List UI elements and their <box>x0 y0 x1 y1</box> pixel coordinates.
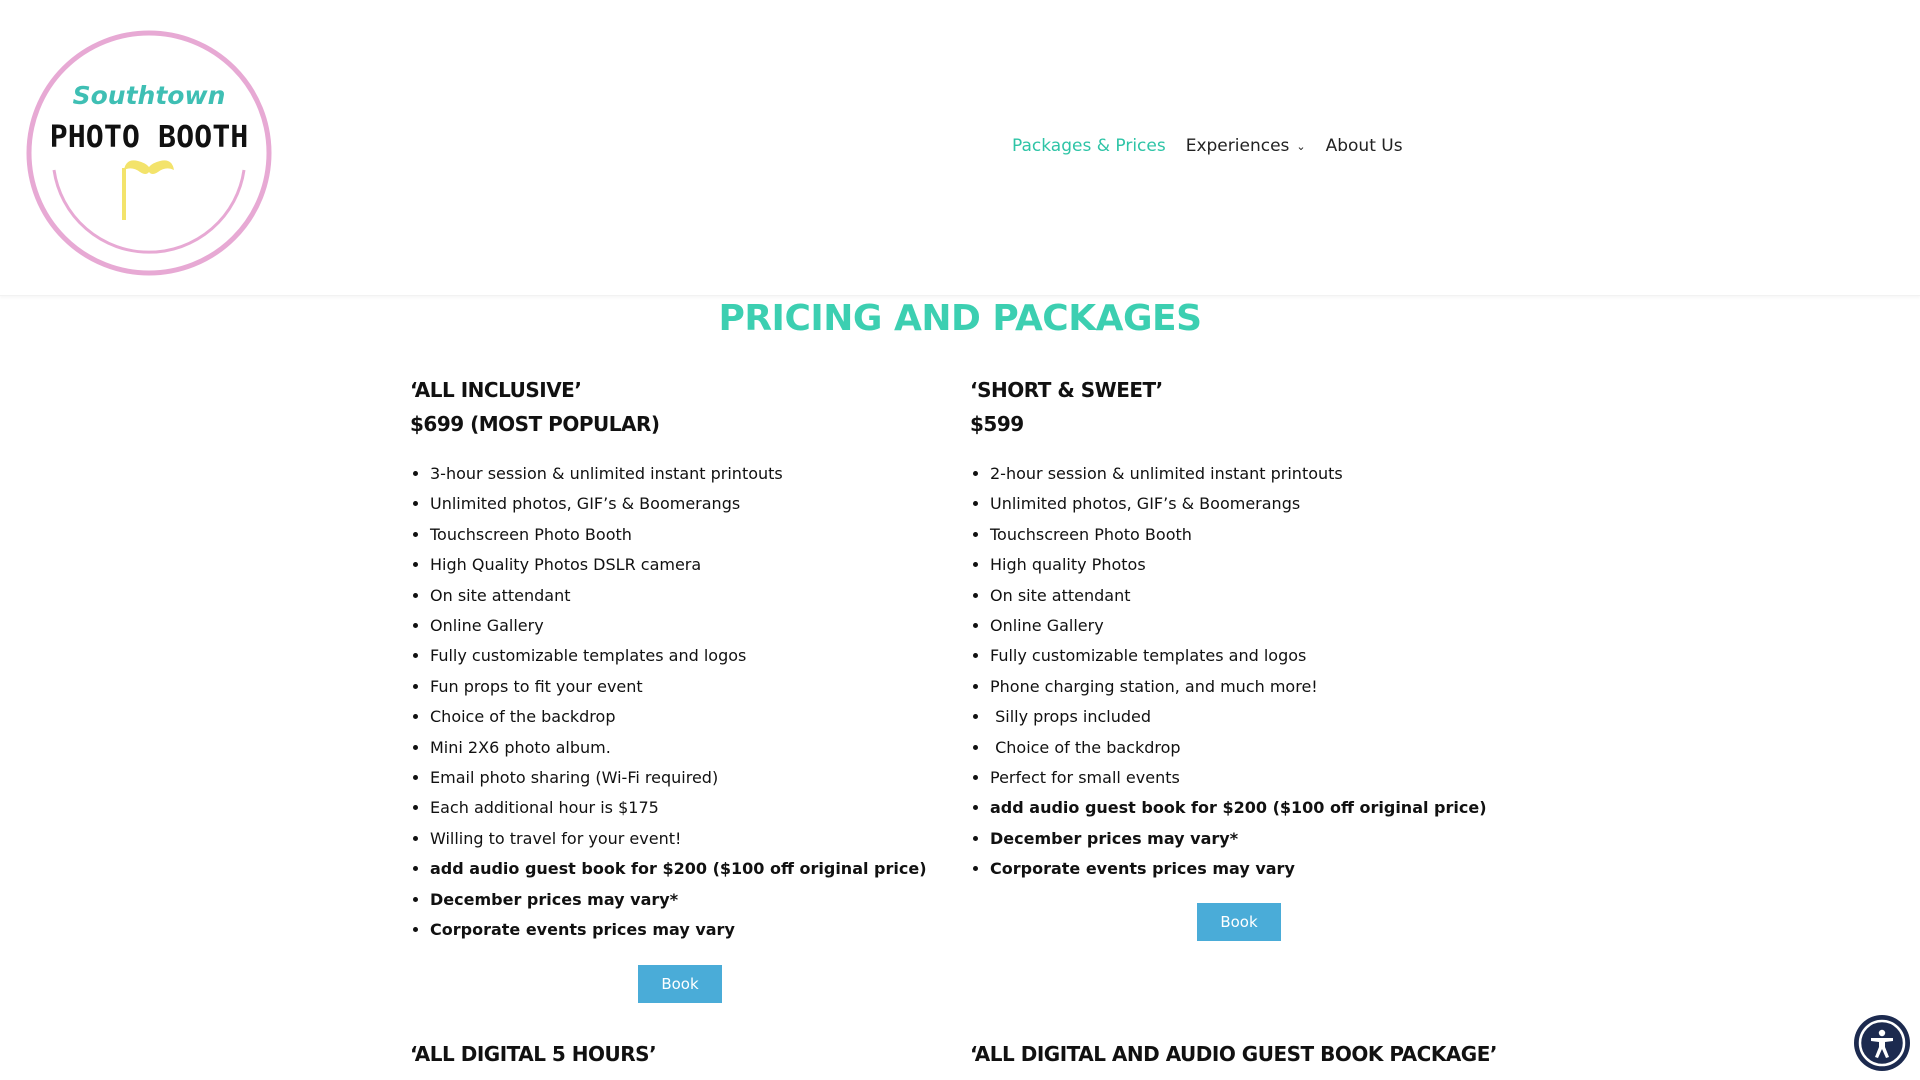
feature-item: • Online Gallery <box>990 611 1470 641</box>
package-price: $599 <box>970 412 1024 436</box>
site-header <box>0 0 1920 296</box>
book-button-short-sweet[interactable]: Book <box>1197 903 1281 941</box>
feature-item: • 2-hour session & unlimited instant printouts <box>990 459 1470 489</box>
feature-item: • Perfect for small events <box>990 763 1470 793</box>
feature-item: • High quality Photos <box>990 550 1470 580</box>
nav-about-us[interactable]: About Us <box>1325 136 1403 156</box>
page-title: PRICING AND PACKAGES <box>718 298 1202 339</box>
feature-item: • Mini 2X6 photo album. <box>430 733 910 763</box>
feature-item: • Each additional hour is $175 <box>430 793 910 823</box>
nav-experiences[interactable]: Experiences ⌄ <box>1185 136 1306 156</box>
feature-item: • Choice of the backdrop <box>430 702 910 732</box>
package-name: ‘SHORT & SWEET’ <box>970 378 1163 402</box>
accessibility-button[interactable] <box>1854 1015 1910 1071</box>
package-name-all-digital-audio: ‘ALL DIGITAL AND AUDIO GUEST BOOK PACKAGE’ <box>970 1042 1497 1066</box>
package-name-all-digital-5-hours: ‘ALL DIGITAL 5 HOURS’ <box>410 1042 657 1066</box>
feature-item: • 3-hour session & unlimited instant printouts <box>430 459 910 489</box>
accessibility-icon <box>1854 1015 1910 1071</box>
package-card-short-sweet <box>970 373 1487 885</box>
package-card-all-inclusive <box>410 373 927 946</box>
feature-item: • December prices may vary* <box>430 885 910 915</box>
feature-item: • Corporate events prices may vary <box>430 915 910 945</box>
package-name: ‘ALL INCLUSIVE’ <box>410 378 582 402</box>
feature-item: • Choice of the backdrop <box>990 733 1470 763</box>
feature-item: • Corporate events prices may vary <box>990 854 1470 884</box>
feature-item: • Willing to travel for your event! <box>430 824 910 854</box>
feature-item: • High Quality Photos DSLR camera <box>430 550 910 580</box>
feature-item: • Unlimited photos, GIF’s & Boomerangs <box>430 489 910 519</box>
feature-item: • add audio guest book for $200 ($100 off original price) <box>990 793 1470 823</box>
feature-item: • Online Gallery <box>430 611 910 641</box>
feature-item: • Phone charging station, and much more! <box>990 672 1470 702</box>
chevron-down-icon: ⌄ <box>1296 139 1306 153</box>
nav-packages-prices[interactable]: Packages & Prices <box>1012 136 1166 156</box>
feature-item: • add audio guest book for $200 ($100 off original price) <box>430 854 910 884</box>
feature-item: • Email photo sharing (Wi-Fi required) <box>430 763 910 793</box>
feature-item: • On site attendant <box>430 581 910 611</box>
site-logo[interactable] <box>26 30 272 276</box>
feature-item: • Unlimited photos, GIF’s & Boomerangs <box>990 489 1470 519</box>
logo-main-text: PHOTO BOOTH <box>49 120 249 155</box>
main-nav <box>1012 136 1423 156</box>
logo-script-text: Southtown <box>72 81 226 110</box>
feature-list <box>410 459 927 946</box>
feature-item: • Fully customizable templates and logos <box>990 641 1470 671</box>
feature-item: • Touchscreen Photo Booth <box>430 520 910 550</box>
feature-list <box>970 459 1487 885</box>
feature-item: • Silly props included <box>990 702 1470 732</box>
feature-item: • December prices may vary* <box>990 824 1470 854</box>
feature-item: • Fun props to fit your event <box>430 672 910 702</box>
feature-item: • Fully customizable templates and logos <box>430 641 910 671</box>
package-price: $699 (MOST POPULAR) <box>410 412 660 436</box>
mustache-icon <box>124 160 174 174</box>
book-button-all-inclusive[interactable]: Book <box>638 965 722 1003</box>
feature-item: • On site attendant <box>990 581 1470 611</box>
feature-item: • Touchscreen Photo Booth <box>990 520 1470 550</box>
